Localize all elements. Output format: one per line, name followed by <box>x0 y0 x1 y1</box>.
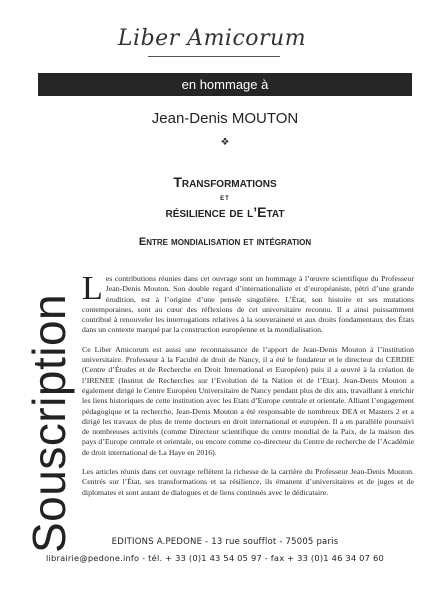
paragraph-2: Ce Liber Amicorum est aussi une reconnaissance de l’apport de Jean-Denis Mouton à l’institution universitaire. Professeur à la Faculté de droit de Nancy, il a été le fondateur et le directeur du CERDIE (Centre d’Études et de Recherche en Droit International et Européen) puis il a œuvré à la création de l’IRENEE (Institut de Recherches sur l’Evolution de la Nation et de l’Etat). Jean-Denis Mouton a également dirigé le Centre Européen Universitaire de Nancy pendant plus de dix ans, travaillant à enrichir les liens historiques de cette institution avec les Etats d’Europe centrale et orientale. Alliant l’engagement pédagogique et la recherche, Jean-Denis Mouton a été responsable de nombreux DEA et Masters 2 et a dirigé les travaux de plus de trente docteurs en droit international et européen. Il a en parallèle poursuivi de nombreuses activités (comme Directeur scientifique du centre mondial de la Paix, de la maison des pays d’Europe centrale et orientale, ou encore comme co-directeur du Centre de recherche de l’Académie de droit international de La Haye en 2016). <box>82 344 414 457</box>
collection-title: Liber Amicorum <box>117 26 307 51</box>
body-text <box>82 270 414 498</box>
book-title <box>38 175 412 220</box>
drop-cap: L <box>82 270 103 307</box>
paragraph-3: Les articles réunis dans cet ouvrage reflètent la richesse de la carrière du Professeur Jean-Denis Mouton. Centrés sur l’État, ses transformations et sa résilience, ils émanent d’universitaires et de juges et de diplomates et sont autant de dialogues et de liens continués avec le dédicataire. <box>82 467 414 497</box>
book-title-conjunction: et <box>220 193 230 202</box>
publisher-contact: librairie@pedone.info - tél. + 33 (0)1 43 54 05 97 - fax + 33 (0)1 46 34 07 60 <box>46 553 384 563</box>
honoree-name: Jean-Denis MOUTON <box>151 110 299 127</box>
hommage-text: en hommage à <box>181 77 269 92</box>
book-title-line2: résilience de l’Etat <box>165 204 285 220</box>
title-underline <box>148 56 280 57</box>
souscription-label: Souscription <box>23 293 75 553</box>
hommage-band <box>38 73 412 96</box>
ornament-icon: ❖ <box>220 137 230 148</box>
book-title-line1: Transformations <box>173 174 277 190</box>
paragraph-1 <box>82 270 414 336</box>
publisher-address: EDITIONS A.PEDONE - 13 rue soufflot - 75005 paris <box>111 537 339 547</box>
paragraph-1-text: es contributions réunies dans cet ouvrage sont un hommage à l’œuvre scientifique du Professeur Jean-Denis Mouton. Son double regard d’internationaliste et d’européaniste, pétri d’une grande érudition, est à l’origine d’une pensée singulière. L’État, son histoire et ses mutations contemporaines, sont au cœur des réflexions de cet universitaire reconnu. Il a ainsi puissamment contribué à renouveler les interrogations relatives à la souveraineté et aux droits fondamentaux des États dans un contexte marqué par la construction européenne et la mondialisation. <box>82 274 414 335</box>
book-subtitle: Entre mondialisation et intégration <box>138 236 312 248</box>
